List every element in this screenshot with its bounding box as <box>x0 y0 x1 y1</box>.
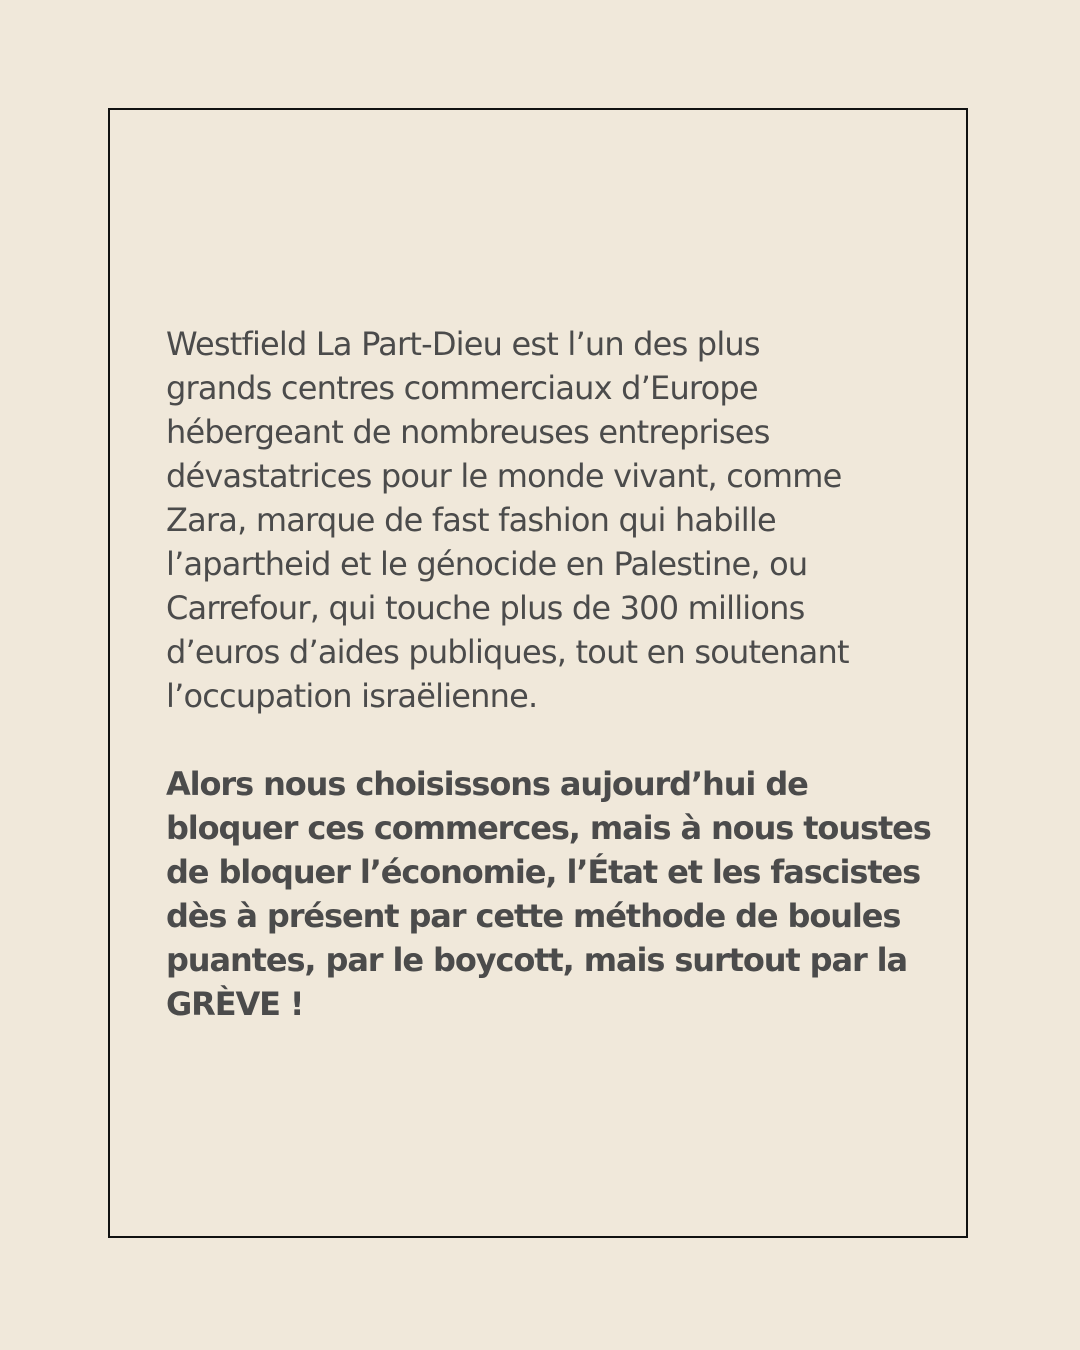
paragraph-line: Westfield La Part-Dieu est l’un des plus <box>166 325 760 363</box>
paragraph-line: grands centres commerciaux d’Europe <box>166 369 758 407</box>
paragraph-line: puantes, par le boycott, mais surtout par la <box>166 941 908 979</box>
paragraph-line: dévastatrices pour le monde vivant, comme <box>166 457 842 495</box>
paragraph-line: l’apartheid et le génocide en Palestine, ou <box>166 545 808 583</box>
paragraph-line: d’euros d’aides publiques, tout en soutenant <box>166 633 849 671</box>
paragraph-line: Zara, marque de fast fashion qui habille <box>166 501 776 539</box>
paragraph-line: GRÈVE ! <box>166 985 304 1023</box>
paragraph-line: Alors nous choisissons aujourd’hui de <box>166 765 808 803</box>
paragraph-line: de bloquer l’économie, l’État et les fascistes <box>166 853 921 891</box>
text-block <box>166 322 931 1026</box>
paragraph-intro <box>166 322 926 718</box>
paragraph-line: dès à présent par cette méthode de boules <box>166 897 901 935</box>
paragraph-line: hébergeant de nombreuses entreprises <box>166 413 770 451</box>
paragraph-line: Carrefour, qui touche plus de 300 millions <box>166 589 805 627</box>
paragraph-line: bloquer ces commerces, mais à nous toustes <box>166 809 931 847</box>
paragraph-line: l’occupation israëlienne. <box>166 677 538 715</box>
paragraph-call-to-action <box>166 762 931 1026</box>
